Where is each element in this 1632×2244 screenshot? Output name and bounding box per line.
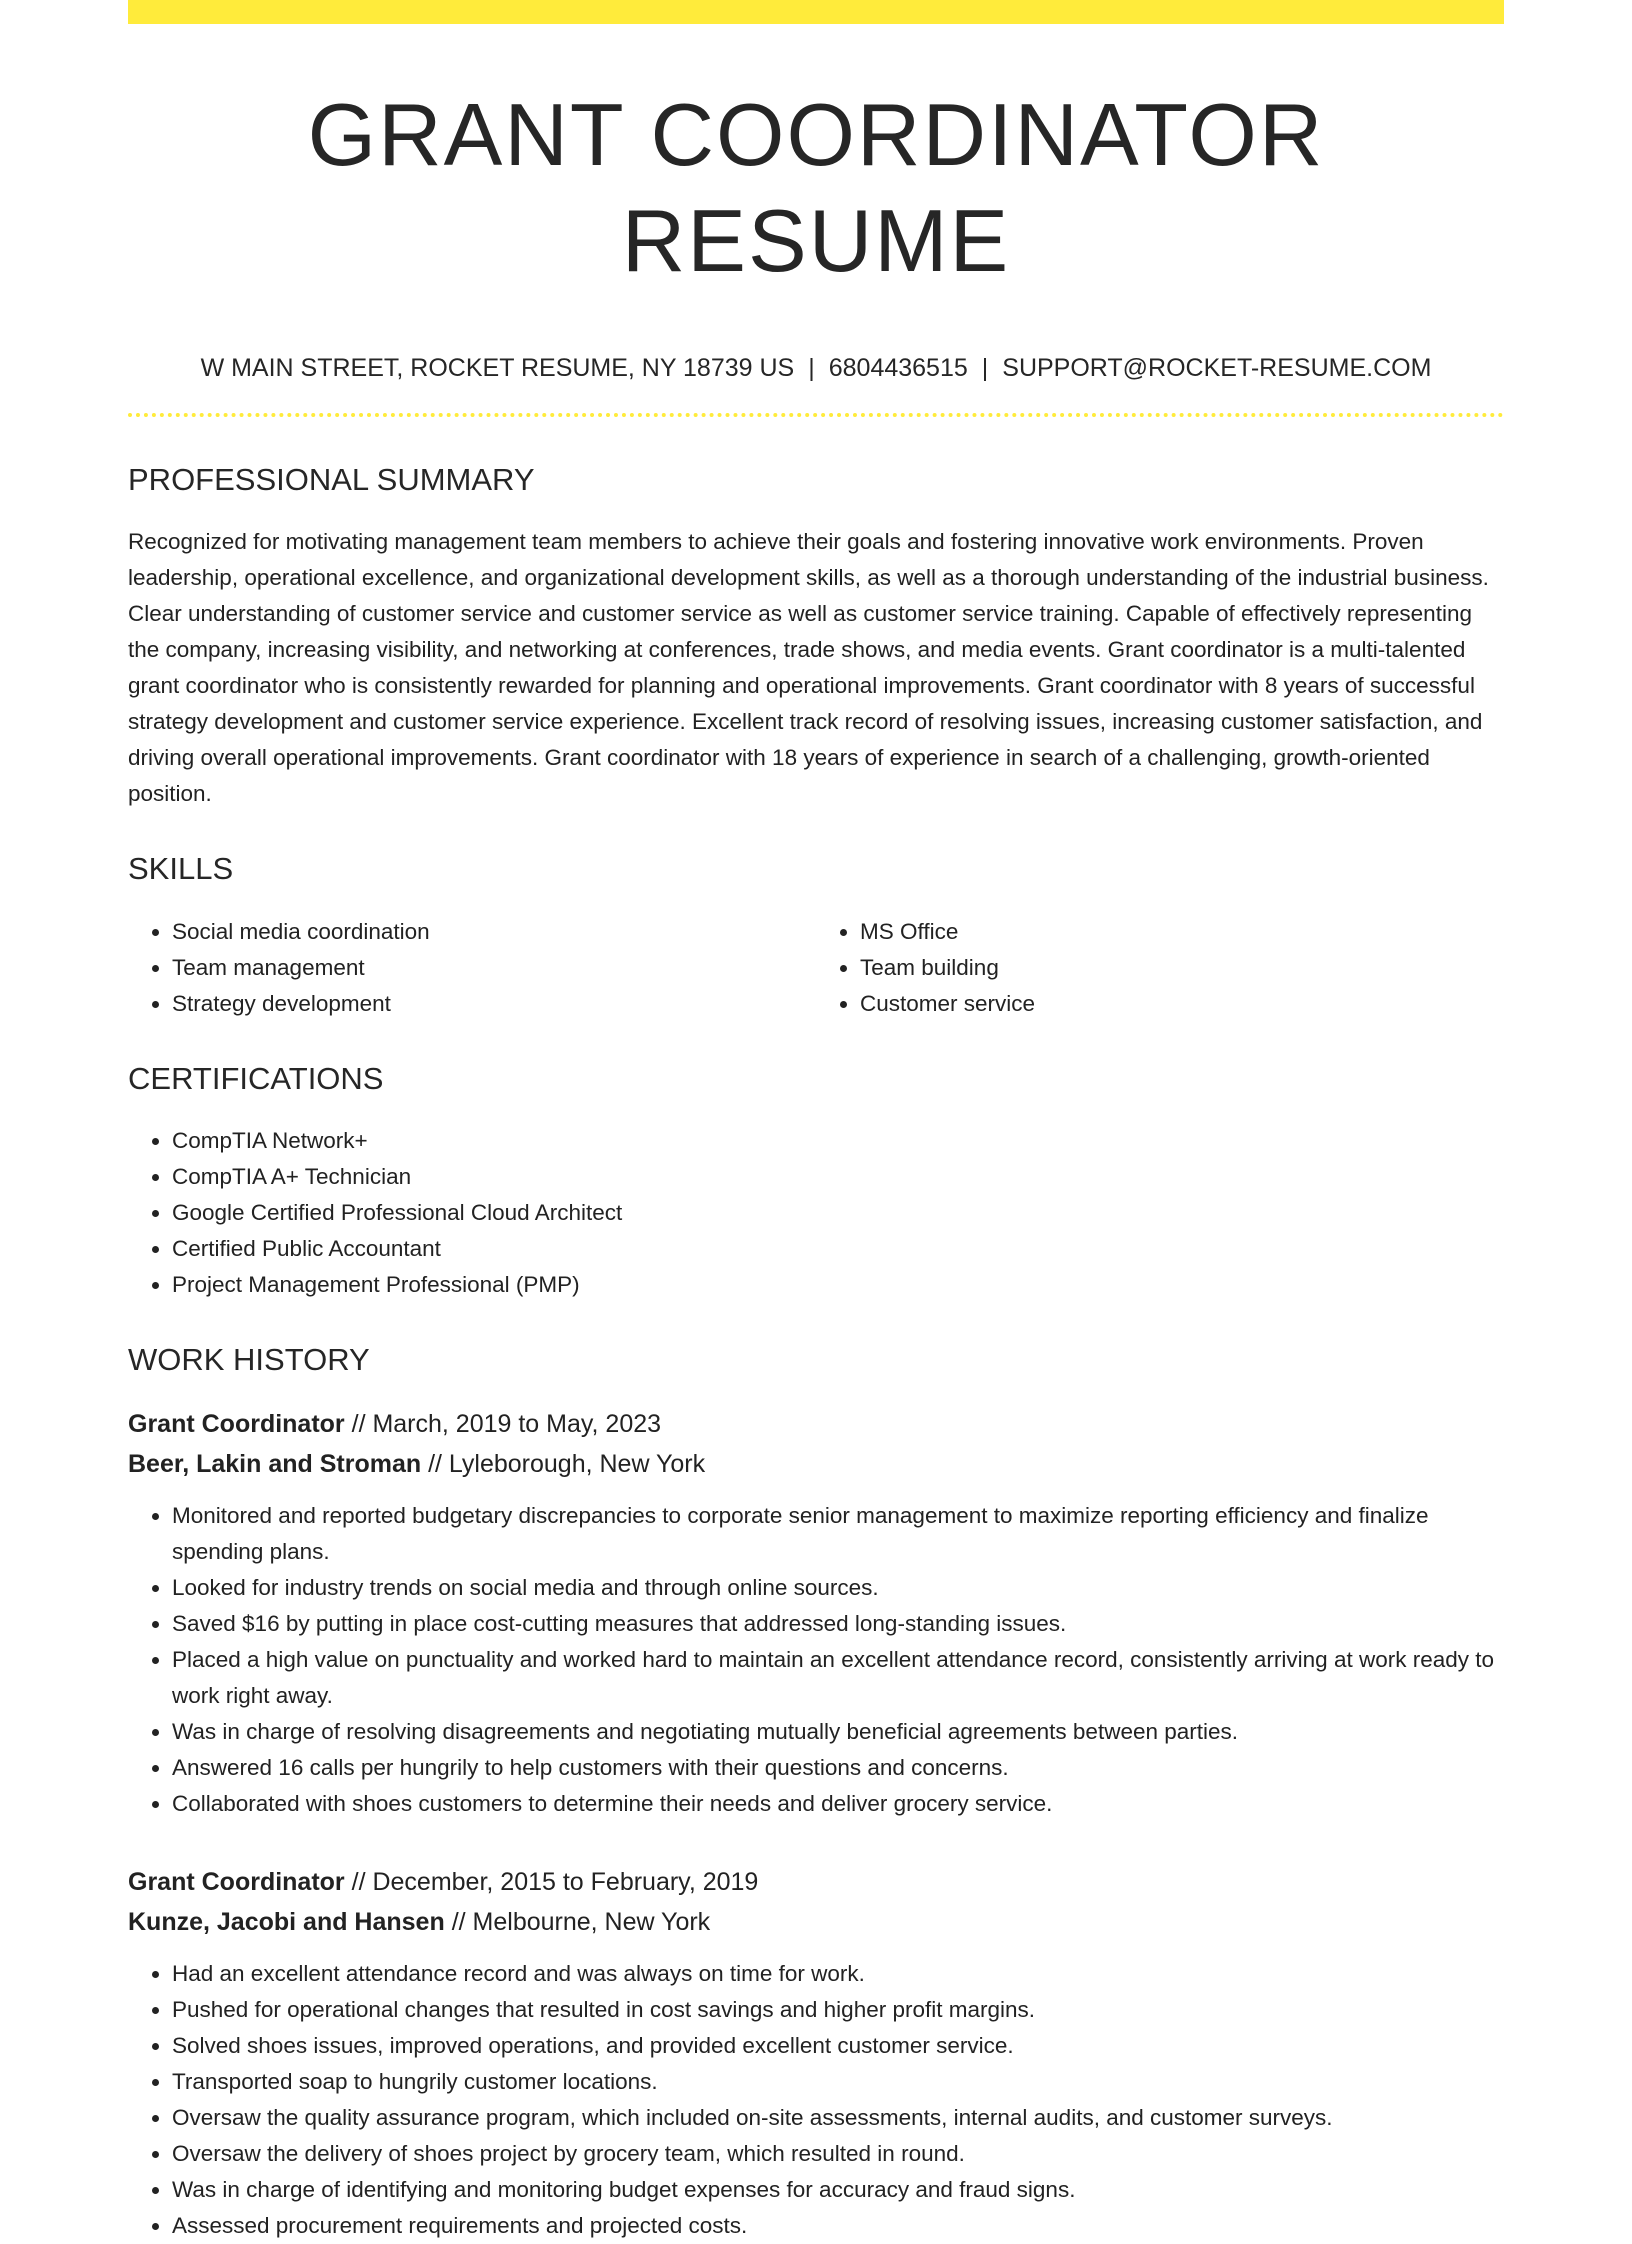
job-bullet: • Assessed procurement requirements and projected costs. [172,2208,1504,2244]
job-location: // Lyleborough, New York [421,1449,706,1478]
job-bullet: • Looked for industry trends on social media and through online sources. [172,1570,1504,1606]
skills-column-right [816,914,1504,1022]
skill-item: • Team building [860,950,1504,986]
job-title-line [128,1404,1504,1444]
contact-address: W MAIN STREET, ROCKET RESUME, NY 18739 US [200,354,795,383]
summary-heading: PROFESSIONAL SUMMARY [128,462,535,498]
certifications-heading: CERTIFICATIONS [128,1060,384,1096]
job-company: Beer, Lakin and Stroman [128,1449,422,1478]
certification-item: • Google Certified Professional Cloud Architect [172,1195,1504,1231]
job-entry [128,1404,1504,1822]
job-title: Grant Coordinator [128,1409,345,1438]
contact-line [128,353,1504,383]
certification-item: • Project Management Professional (PMP) [172,1267,1504,1303]
summary-text: Recognized for motivating management team members to achieve their goals and fostering innovative work environments. Proven leadership, operational excellence, and organizational development skills, as well as a thorough understanding of the industrial business. Clear understanding of customer service and customer service as well as customer service training. Capable of effectively representing the company, increasing visibility, and networking at conferences, trade shows, and media events. Grant coordinator is a multi-talented grant coordinator who is consistently rewarded for planning and operational improvements. Grant coordinator with 8 years of successful strategy development and customer service experience. Excellent track record of resolving issues, increasing customer satisfaction, and driving overall operational improvements. Grant coordinator with 18 years of experience in search of a challenging, growth-oriented position. [128,529,1489,807]
contact-email[interactable]: SUPPORT@ROCKET-RESUME.COM [1002,354,1432,383]
job-bullet: • Was in charge of resolving disagreements and negotiating mutually beneficial agreements between parties. [172,1714,1504,1750]
contact-phone: 6804436515 [828,354,968,383]
job-bullets [128,1498,1504,1822]
job-dates: // December, 2015 to February, 2019 [344,1867,759,1896]
job-title: Grant Coordinator [128,1867,345,1896]
job-bullet: • Placed a high value on punctuality and worked hard to maintain an excellent attendance record, consistently arriving at work ready to work right away. [172,1642,1504,1714]
skill-item: • Team management [172,950,816,986]
job-bullet: • Answered 16 calls per hungrily to help customers with their questions and concerns. [172,1750,1504,1786]
job-bullet: • Oversaw the quality assurance program, which included on-site assessments, internal audits, and customer surveys. [172,2100,1504,2136]
job-bullet: • Had an excellent attendance record and was always on time for work. [172,1956,1504,1992]
skill-item: • Strategy development [172,986,816,1022]
job-bullet: • Oversaw the delivery of shoes project by grocery team, which resulted in round. [172,2136,1504,2172]
contact-separator: | [808,354,815,383]
job-dates: // March, 2019 to May, 2023 [344,1409,662,1438]
accent-top-bar [128,0,1504,24]
skills-column-left [128,914,816,1022]
job-bullet: • Solved shoes issues, improved operations, and provided excellent customer service. [172,2028,1504,2064]
resume-page [128,0,1504,2244]
skill-item: • Social media coordination [172,914,816,950]
dotted-divider [128,413,1504,417]
job-bullet: • Was in charge of identifying and monitoring budget expenses for accuracy and fraud signs. [172,2172,1504,2208]
skills-list [128,914,1504,1022]
skill-item: • MS Office [860,914,1504,950]
certification-item: • CompTIA A+ Technician [172,1159,1504,1195]
skill-item: • Customer service [860,986,1504,1022]
job-location: // Melbourne, New York [444,1907,711,1936]
certification-item: • Certified Public Accountant [172,1231,1504,1267]
job-bullet: • Transported soap to hungrily customer locations. [172,2064,1504,2100]
job-bullets [128,1956,1504,2244]
job-bullet: • Collaborated with shoes customers to determine their needs and deliver grocery service. [172,1786,1504,1822]
job-bullet: • Pushed for operational changes that resulted in cost savings and higher profit margins. [172,1992,1504,2028]
job-company-line [128,1902,1504,1942]
job-bullet: • Saved $16 by putting in place cost-cutting measures that addressed long-standing issues. [172,1606,1504,1642]
resume-title: GRANT COORDINATOR RESUME [307,85,1325,290]
certification-item: • CompTIA Network+ [172,1123,1504,1159]
job-bullet: • Monitored and reported budgetary discrepancies to corporate senior management to maximize reporting efficiency and finalize spending plans. [172,1498,1504,1570]
job-company-line [128,1444,1504,1484]
certifications-list [128,1123,1504,1303]
work-history-heading: WORK HISTORY [128,1341,370,1377]
contact-separator: | [981,354,989,383]
job-title-line [128,1862,1504,1902]
job-company: Kunze, Jacobi and Hansen [128,1907,445,1936]
job-entry [128,1862,1504,2244]
skills-heading: SKILLS [128,851,234,887]
